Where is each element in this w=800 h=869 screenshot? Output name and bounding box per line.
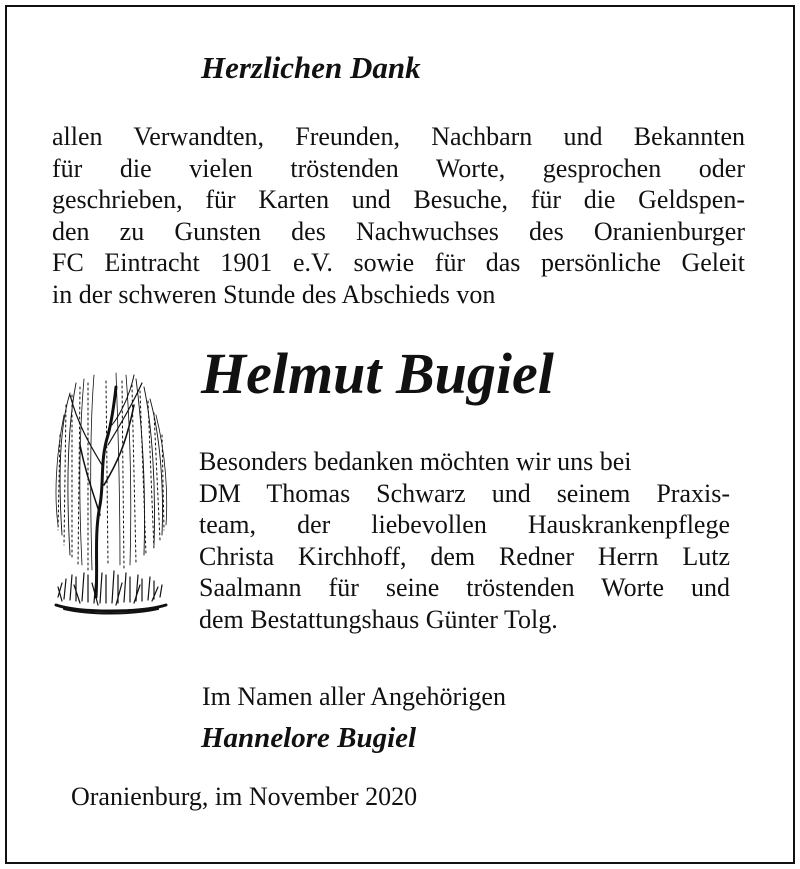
thanks-line: team, der liebevollen Hauskrankenpflege: [199, 510, 730, 540]
place-date: Oranienburg, im November 2020: [71, 782, 418, 811]
intro-line: FC Eintracht 1901 e.V. sowie für das persönliche Geleit: [52, 248, 745, 278]
deceased-name: Helmut Bugiel: [201, 341, 554, 406]
intro-line: geschrieben, für Karten und Besuche, für die Geldspen-: [52, 185, 745, 215]
intro-line: für die vielen tröstenden Worte, gesprochen oder: [52, 153, 745, 183]
on-behalf-text: Im Namen aller Angehörigen: [202, 682, 506, 711]
thanks-line: dem Bestattungshaus Günter Tolg.: [199, 604, 558, 634]
weeping-willow-icon: [50, 365, 172, 627]
signer-name: Hannelore Bugiel: [201, 722, 417, 754]
intro-line: allen Verwandten, Freunden, Nachbarn und Bekannten: [52, 122, 745, 151]
intro-paragraph: [52, 121, 745, 311]
notice-heading: Herzlichen Dank: [201, 50, 421, 85]
thanks-line: Saalmann für seine tröstenden Worte und: [199, 573, 730, 603]
thanks-paragraph: [199, 446, 730, 636]
intro-line: in der schweren Stunde des Abschieds von: [52, 279, 496, 309]
thanks-line: Besonders bedanken möchten wir uns bei: [199, 447, 632, 476]
thanks-line: Christa Kirchhoff, dem Redner Herrn Lutz: [199, 541, 730, 571]
intro-line: den zu Gunsten des Nachwuchses des Oranienburger: [52, 216, 745, 246]
thanks-line: DM Thomas Schwarz und seinem Praxis-: [199, 478, 730, 508]
